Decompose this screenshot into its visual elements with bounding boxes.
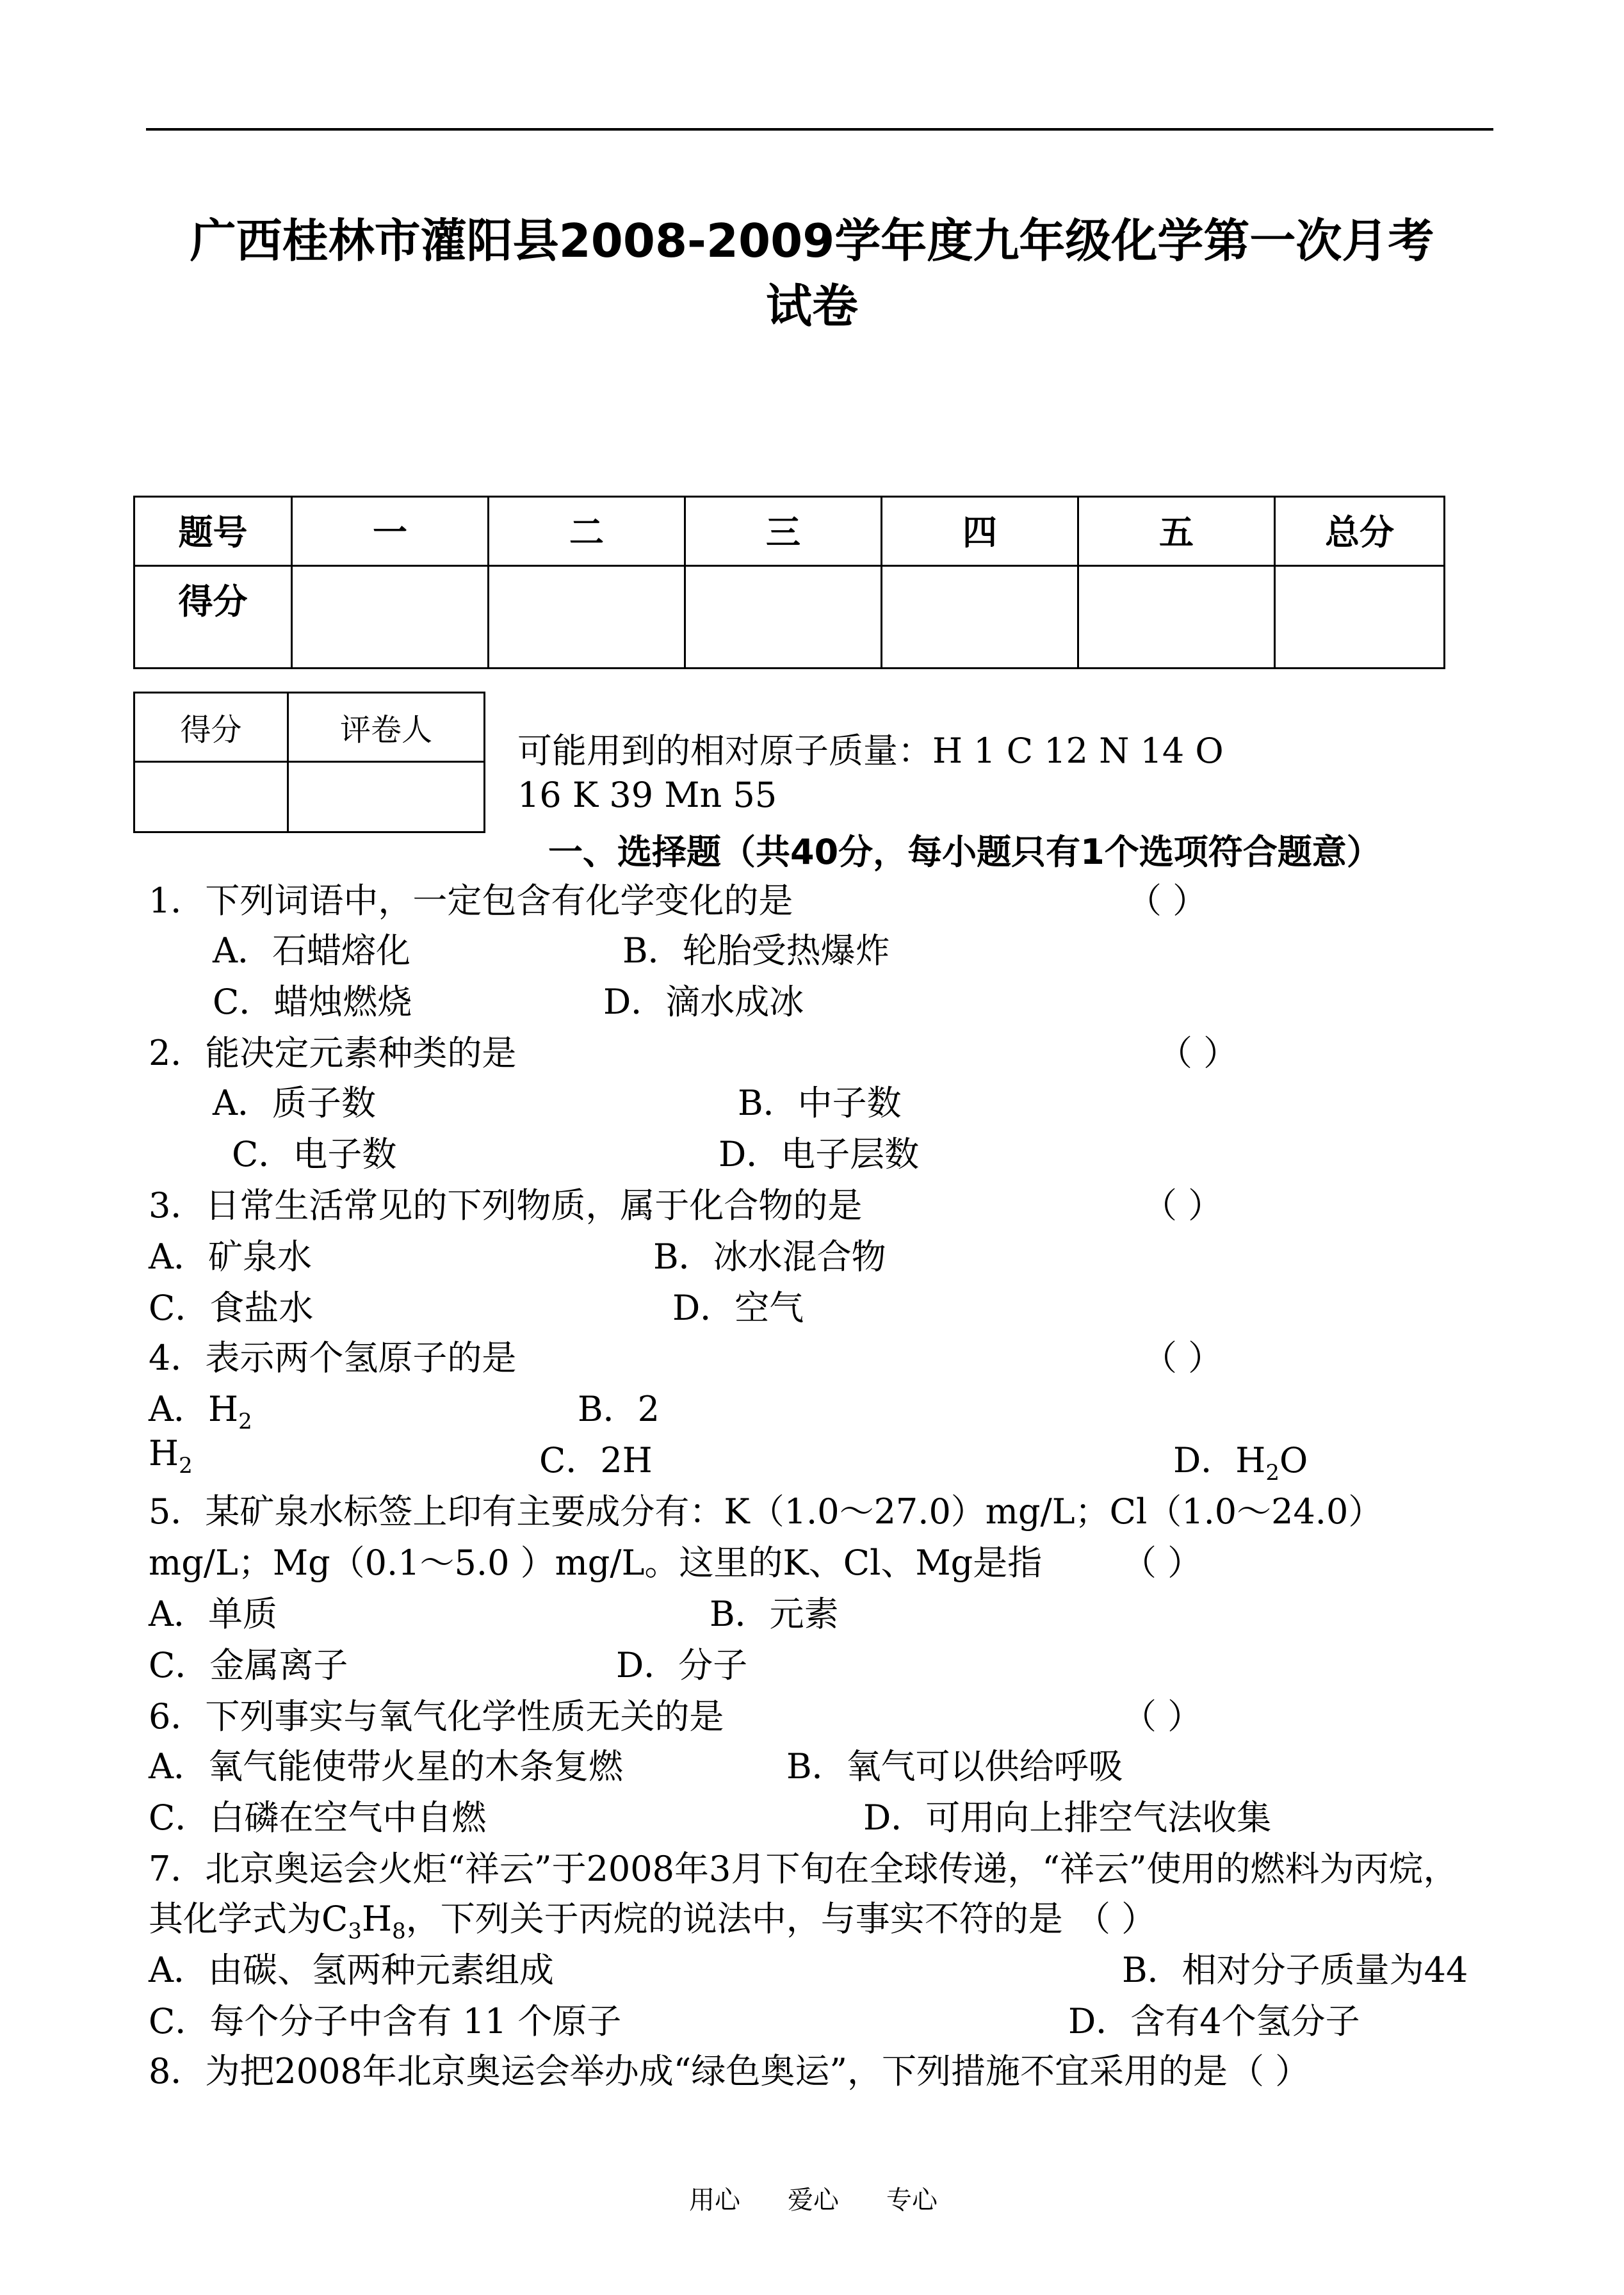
q7-option-d: D．含有4个氢分子 [1068, 2001, 1360, 2041]
q6-option-c: C．白磷在空气中自燃 [149, 1797, 487, 1838]
q1-option-b: B．轮胎受热爆炸 [622, 930, 890, 971]
exam-title-line1: 广西桂林市灌阳县2008-2009学年度九年级化学第一次月考 [190, 214, 1434, 268]
section1-title: 一、选择题（共40分，每小题只有1个选项符合题意） [548, 832, 1381, 872]
q2-answer-paren: （ ） [1158, 1033, 1238, 1073]
q3-option-a: A．矿泉水 [149, 1237, 312, 1277]
score-table-col-5: 五 [1078, 497, 1275, 566]
score-table-col-total: 总分 [1275, 497, 1445, 566]
q4-option-a: A．$H_2$ [149, 1389, 252, 1434]
q1-option-d: D．滴水成冰 [603, 982, 804, 1022]
score-cell [489, 566, 685, 669]
atomic-mass-line1: 可能用到的相对原子质量：H 1 C 12 N 14 O [517, 731, 1224, 771]
q1-option-c: C．蜡烛燃烧 [213, 982, 412, 1022]
score-cell [882, 566, 1078, 669]
q7-stem-line2: 其化学式为$C_3H_8$，下列关于丙烷的说法中，与事实不符的是 [149, 1899, 1063, 1944]
q4-stem: 4．表示两个氢原子的是 [149, 1338, 517, 1378]
score-table [133, 496, 1445, 669]
q7-option-a: A．由碳、氢两种元素组成 [149, 1950, 554, 1990]
q1-stem: 1．下列词语中，一定包含有化学变化的是 [149, 880, 793, 921]
footer-item-1: 用心 [689, 2186, 740, 2215]
score-table-col-4: 四 [882, 497, 1078, 566]
q3-option-d: D．空气 [672, 1288, 804, 1328]
q7-answer-paren: （ ） [1076, 1899, 1157, 1939]
score-cell [292, 566, 489, 669]
q5-stem-line1: 5．某矿泉水标签上印有主要成分有：K（1.0～27.0）mg/L；Cl（1.0～24.0） [149, 1491, 1383, 1532]
q6-option-d: D．可用向上排空气法收集 [863, 1797, 1272, 1838]
q6-option-b: B．氧气可以供给呼吸 [786, 1746, 1123, 1787]
q2-option-d: D．电子层数 [719, 1134, 920, 1174]
q2-stem: 2．能决定元素种类的是 [149, 1033, 517, 1073]
q5-option-b: B．元素 [710, 1594, 839, 1634]
q3-option-b: B．冰水混合物 [653, 1237, 886, 1277]
grader-score-label: 得分 [134, 693, 288, 762]
q2-option-b: B．中子数 [738, 1083, 902, 1123]
score-cell [1275, 566, 1445, 669]
q7-stem-line1: 7．北京奥运会火炬“祥云”于2008年3月下旬在全球传递，“祥云”使用的燃料为丙烷， [149, 1849, 1458, 1889]
grader-label: 评卷人 [288, 693, 485, 762]
score-table-col-1: 一 [292, 497, 489, 566]
q6-stem: 6．下列事实与氧气化学性质无关的是 [149, 1696, 724, 1737]
footer-item-2: 爱心 [788, 2186, 839, 2215]
q2-option-c: C．电子数 [232, 1134, 397, 1174]
q1-answer-paren: （ ） [1127, 880, 1208, 921]
q1-option-a: A．石蜡熔化 [213, 930, 410, 971]
q3-stem: 3．日常生活常见的下列物质，属于化合物的是 [149, 1185, 863, 1226]
q3-option-c: C．食盐水 [149, 1288, 314, 1328]
score-table-row-label: 得分 [134, 566, 292, 669]
q8-stem: 8．为把2008年北京奥运会举办成“绿色奥运”，下列措施不宜采用的是 [149, 2051, 1228, 2091]
atomic-mass-line2: 16 K 39 Mn 55 [517, 775, 777, 815]
score-table-col-3: 三 [685, 497, 882, 566]
footer-item-3: 专心 [886, 2186, 938, 2215]
grader-table [133, 692, 485, 833]
q5-stem-line2: mg/L；Mg（0.1～5.0 ）mg/L。这里的K、Cl、Mg是指 [149, 1543, 1043, 1583]
q4-option-c: C．2H [539, 1440, 653, 1480]
q4-option-b-cont: $H_2$ [149, 1433, 193, 1479]
exam-title-line2: 试卷 [765, 279, 858, 333]
q5-option-a: A．单质 [149, 1594, 277, 1634]
q7-option-c: C．每个分子中含有 11 个原子 [149, 2001, 622, 2041]
q8-answer-paren: （ ） [1230, 2051, 1310, 2091]
q5-option-c: C．金属离子 [149, 1645, 348, 1685]
grader-name-cell [288, 762, 485, 832]
q2-option-a: A．质子数 [213, 1083, 376, 1123]
q4-option-b: B．2 [578, 1389, 660, 1429]
q4-option-d: D．$H_2O$ [1173, 1440, 1308, 1486]
q7-option-b: B．相对分子质量为44 [1122, 1950, 1468, 1990]
q6-answer-paren: （ ） [1122, 1696, 1203, 1737]
score-table-header-label: 题号 [134, 497, 292, 566]
score-cell [685, 566, 882, 669]
q5-answer-paren: （ ） [1122, 1543, 1203, 1583]
q6-option-a: A．氧气能使带火星的木条复燃 [149, 1746, 623, 1787]
q4-answer-paren: （ ） [1142, 1338, 1223, 1378]
score-cell [1078, 566, 1275, 669]
q5-option-d: D．分子 [616, 1645, 748, 1685]
score-table-col-2: 二 [489, 497, 685, 566]
header-rule [146, 128, 1493, 131]
grader-score-cell [134, 762, 288, 832]
q3-answer-paren: （ ） [1142, 1185, 1223, 1226]
